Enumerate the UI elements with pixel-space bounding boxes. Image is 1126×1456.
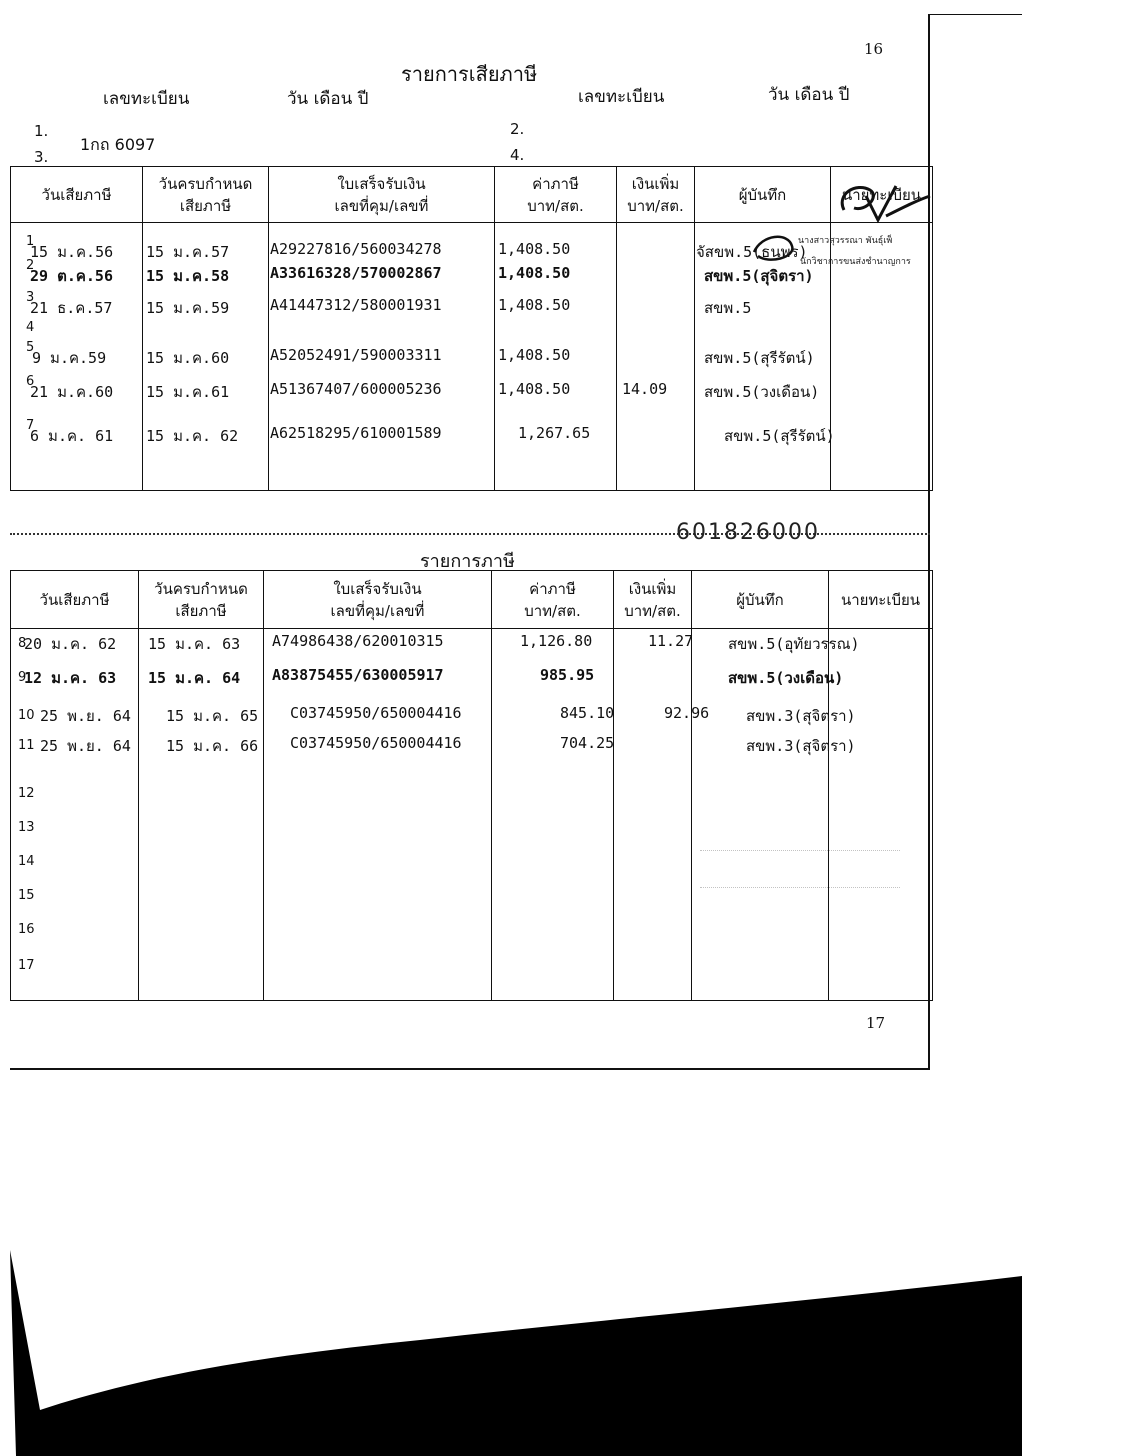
col-header-recorder: ผู้บันทึก: [695, 167, 831, 223]
tax-amount-cell: 1,126.80: [520, 632, 593, 650]
stamp-name: นางสาวสุวรรณา พันธุ์เพ็: [798, 236, 893, 246]
partial-number-mark: 601826000: [676, 520, 820, 545]
reg-label-left: เลขทะเบียน: [103, 89, 190, 109]
due-date-cell: 15 ม.ค. 62: [146, 427, 239, 445]
col-header-registrar: นายทะเบียน: [829, 571, 933, 629]
tax-amount-cell: 1,408.50: [498, 296, 571, 314]
recorder-cell: สขพ.5(วงเดือน): [728, 669, 844, 687]
reg-number-2: 2.: [510, 120, 525, 138]
stamp-position: นักวิชาการขนส่งชำนาญการ: [800, 257, 911, 267]
col-header-paid-date: วันเสียภาษี: [11, 167, 143, 223]
row-index: 13: [18, 820, 35, 835]
frame-bottom-border: [10, 1068, 930, 1070]
paid-date-cell: 21 ม.ค.60: [30, 383, 114, 401]
row-index: 9: [18, 670, 27, 685]
row-index: 16: [18, 922, 35, 937]
row-index: 17: [18, 958, 35, 973]
recorder-cell: สขพ.5: [704, 299, 752, 317]
paid-date-cell: 25 พ.ย. 64: [40, 707, 131, 725]
tax-amount-cell: 1,408.50: [498, 264, 571, 282]
col-header-tax: ค่าภาษี บาท/สต.: [495, 167, 617, 223]
tax-amount-cell: 1,408.50: [498, 380, 571, 398]
recorder-cell: สขพ.5(สุจิตรา): [704, 267, 814, 285]
col-header-registrar: นายทะเบียน: [831, 167, 933, 223]
due-date-cell: 15 ม.ค. 66: [166, 737, 259, 755]
receipt-cell: A29227816/560034278: [270, 240, 442, 258]
reg-number-4: 4.: [510, 146, 525, 164]
paid-date-cell: 9 ม.ค.59: [32, 349, 107, 367]
paid-date-cell: 15 ม.ค.56: [30, 243, 114, 261]
due-date-cell: 15 ม.ค. 65: [166, 707, 259, 725]
signature-mark: [826, 176, 936, 236]
receipt-cell: A51367407/600005236: [270, 380, 442, 398]
due-date-cell: 15 ม.ค. 64: [148, 669, 241, 687]
row-index: 11: [18, 738, 35, 753]
scan-shadow: [0, 1240, 1126, 1456]
frame-top-border: [928, 14, 1022, 15]
recorder-cell: สขพ.5(อุทัยวรรณ): [728, 635, 860, 653]
row-index: 1: [26, 234, 35, 249]
tax-amount-cell: 845.10: [560, 704, 615, 722]
col-header-paid-date: วันเสียภาษี: [11, 571, 139, 629]
tax-amount-cell: 1,408.50: [498, 240, 571, 258]
due-date-cell: 15 ม.ค.57: [146, 243, 230, 261]
tax-amount-cell: 1,408.50: [498, 346, 571, 364]
date-label-right: วัน เดือน ปี: [768, 85, 850, 105]
paid-date-cell: 12 ม.ค. 63: [24, 669, 117, 687]
paid-date-cell: 6 ม.ค. 61: [30, 427, 114, 445]
paid-date-cell: 25 พ.ย. 64: [40, 737, 131, 755]
row-index: 12: [18, 786, 35, 801]
date-label-left: วัน เดือน ปี: [287, 89, 369, 109]
col-header-receipt: ใบเสร็จรับเงิน เลขที่คุม/เลขที่: [269, 167, 495, 223]
recorder-cell: สขพ.5(สุรีรัตน์): [724, 427, 835, 445]
receipt-cell: C03745950/650004416: [290, 734, 462, 752]
extra-amount-cell: 14.09: [622, 380, 668, 398]
reg-number-1: 1.: [34, 122, 49, 140]
row-index: 10: [18, 708, 35, 723]
paid-date-cell: 21 ธ.ค.57: [30, 299, 113, 317]
row-index: 7: [26, 418, 35, 433]
row-index: 8: [18, 636, 27, 651]
receipt-cell: A62518295/610001589: [270, 424, 442, 442]
reg-value-1: 1กถ 6097: [80, 135, 156, 154]
col-header-receipt: ใบเสร็จรับเงิน เลขที่คุม/เลขที่: [264, 571, 492, 629]
extra-amount-cell: 11.27: [648, 632, 694, 650]
receipt-cell: A74986438/620010315: [272, 632, 444, 650]
paid-date-cell: 29 ต.ค.56: [30, 267, 113, 285]
due-date-cell: 15 ม.ค. 63: [148, 635, 241, 653]
due-date-cell: 15 ม.ค.60: [146, 349, 230, 367]
page-number-bottom: 17: [866, 1014, 886, 1032]
recorder-cell: สขพ.5(สุรีรัตน์): [704, 349, 815, 367]
extra-amount-cell: 92.96: [664, 704, 710, 722]
tax-amount-cell: 704.25: [560, 734, 615, 752]
page-number-top: 16: [864, 40, 884, 58]
section-title: รายการภาษี: [420, 551, 515, 572]
recorder-cell: สขพ.5(วงเดือน): [704, 383, 820, 401]
col-header-due-date: วันครบกำหนด เสียภาษี: [143, 167, 269, 223]
row-index: 2: [26, 258, 35, 273]
col-header-recorder: ผู้บันทึก: [692, 571, 829, 629]
receipt-cell: A33616328/570002867: [270, 264, 442, 282]
due-date-cell: 15 ม.ค.58: [146, 267, 230, 285]
row-index: 4: [26, 320, 35, 335]
receipt-cell: C03745950/650004416: [290, 704, 462, 722]
faded-stamp-mark: [700, 850, 900, 888]
recorder-cell: สขพ.3(สุจิตรา): [746, 707, 856, 725]
reg-label-right: เลขทะเบียน: [578, 87, 665, 107]
due-date-cell: 15 ม.ค.59: [146, 299, 230, 317]
recorder-cell: สขพ.3(สุจิตรา): [746, 737, 856, 755]
receipt-cell: A83875455/630005917: [272, 666, 444, 684]
row-index: 6: [26, 374, 35, 389]
paid-date-cell: 20 ม.ค. 62: [24, 635, 117, 653]
due-date-cell: 15 ม.ค.61: [146, 383, 230, 401]
document-title: รายการเสียภาษี: [401, 62, 538, 86]
col-header-extra: เงินเพิ่ม บาท/สต.: [617, 167, 695, 223]
col-header-due-date: วันครบกำหนด เสียภาษี: [139, 571, 264, 629]
row-index: 3: [26, 290, 35, 305]
col-header-tax: ค่าภาษี บาท/สต.: [492, 571, 614, 629]
row-index: 14: [18, 854, 35, 869]
reg-number-3: 3.: [34, 148, 49, 166]
row-index: 5: [26, 340, 35, 355]
tax-amount-cell: 1,267.65: [518, 424, 591, 442]
row-index: 15: [18, 888, 35, 903]
receipt-cell: A41447312/580001931: [270, 296, 442, 314]
col-header-extra: เงินเพิ่ม บาท/สต.: [614, 571, 692, 629]
tax-amount-cell: 985.95: [540, 666, 595, 684]
receipt-cell: A52052491/590003311: [270, 346, 442, 364]
recorder-cell: จัสขพ.5(ธนพร): [696, 243, 808, 261]
